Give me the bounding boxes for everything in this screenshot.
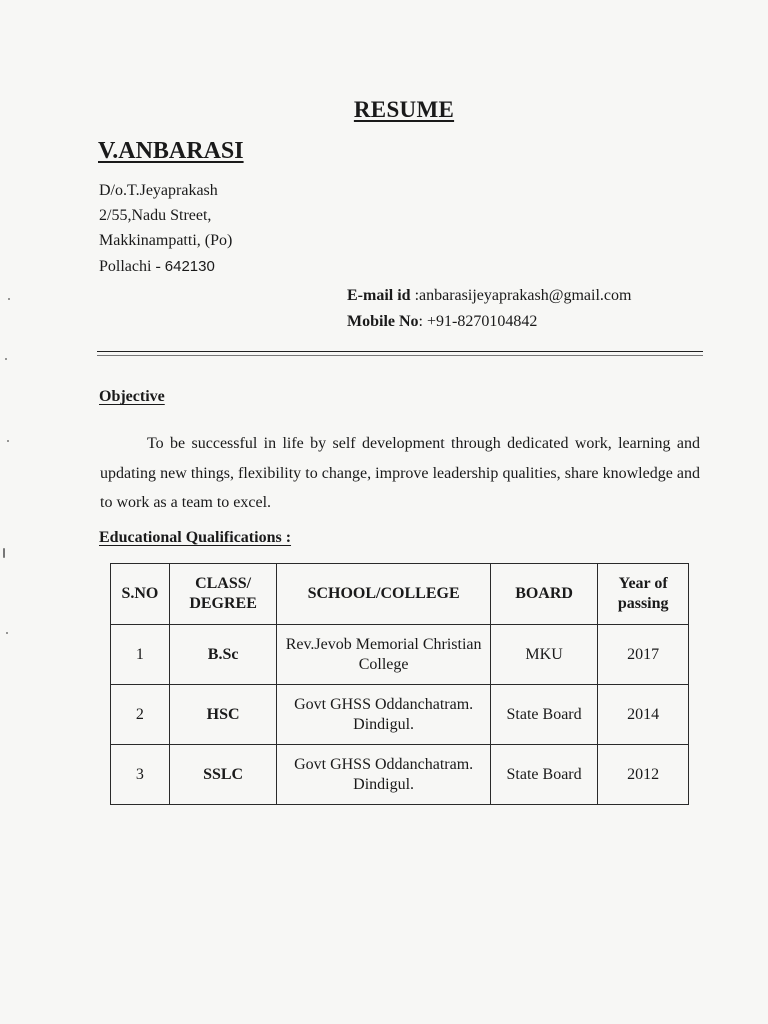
email-label: E-mail id <box>347 287 411 304</box>
address-line-2: 2/55,Nadu Street, <box>99 207 212 224</box>
objective-heading: Objective <box>99 388 165 405</box>
scan-speck <box>3 548 5 558</box>
cell-degree: SSLC <box>169 745 277 805</box>
cell-board: State Board <box>490 685 598 745</box>
email-value: :anbarasijeyaprakash@gmail.com <box>410 287 632 304</box>
scan-speck <box>7 440 9 442</box>
education-table <box>110 563 689 805</box>
cell-board: State Board <box>490 745 598 805</box>
column-header-board: BOARD <box>490 564 598 625</box>
cell-year: 2012 <box>598 745 689 805</box>
address-line-4 <box>99 257 215 277</box>
table-row <box>111 685 689 745</box>
mobile-value: : +91-8270104842 <box>418 313 538 330</box>
address-line-3: Makkinampatti, (Po) <box>99 232 233 249</box>
cell-school: Govt GHSS Oddanchatram. Dindigul. <box>277 745 490 805</box>
table-header-row <box>111 564 689 625</box>
cell-sno: 2 <box>111 685 170 745</box>
scan-speck <box>6 632 8 634</box>
column-header-year: Year of passing <box>598 564 689 625</box>
table-row <box>111 625 689 685</box>
header-divider <box>97 351 703 352</box>
cell-board: MKU <box>490 625 598 685</box>
column-header-degree: CLASS/ DEGREE <box>169 564 277 625</box>
column-header-sno: S.NO <box>111 564 170 625</box>
education-heading: Educational Qualifications : <box>99 529 292 546</box>
mobile-line <box>347 312 537 332</box>
cell-sno: 1 <box>111 625 170 685</box>
cell-degree: B.Sc <box>169 625 277 685</box>
cell-school: Rev.Jevob Memorial Christian College <box>277 625 490 685</box>
cell-sno: 3 <box>111 745 170 805</box>
cell-degree: HSC <box>169 685 277 745</box>
table-row <box>111 745 689 805</box>
address-city: Pollachi - <box>99 258 165 275</box>
email-line <box>347 286 631 306</box>
address-pincode: 642130 <box>164 258 215 275</box>
cell-year: 2017 <box>598 625 689 685</box>
scan-speck <box>5 358 7 360</box>
resume-title: RESUME <box>353 97 455 122</box>
mobile-label: Mobile No <box>347 313 419 330</box>
objective-text: To be successful in life by self development through dedicated work, learning and updating new things, flexibility to change, improve leadership qualities, share knowledge and to work as a team to excel. <box>100 435 700 511</box>
header-divider-thin <box>97 355 703 356</box>
cell-school: Govt GHSS Oddanchatram. Dindigul. <box>277 685 490 745</box>
address-line-1: D/o.T.Jeyaprakash <box>99 182 218 199</box>
applicant-name: V.ANBARASI <box>98 138 244 164</box>
column-header-school: SCHOOL/COLLEGE <box>277 564 490 625</box>
cell-year: 2014 <box>598 685 689 745</box>
scan-speck <box>8 298 10 300</box>
